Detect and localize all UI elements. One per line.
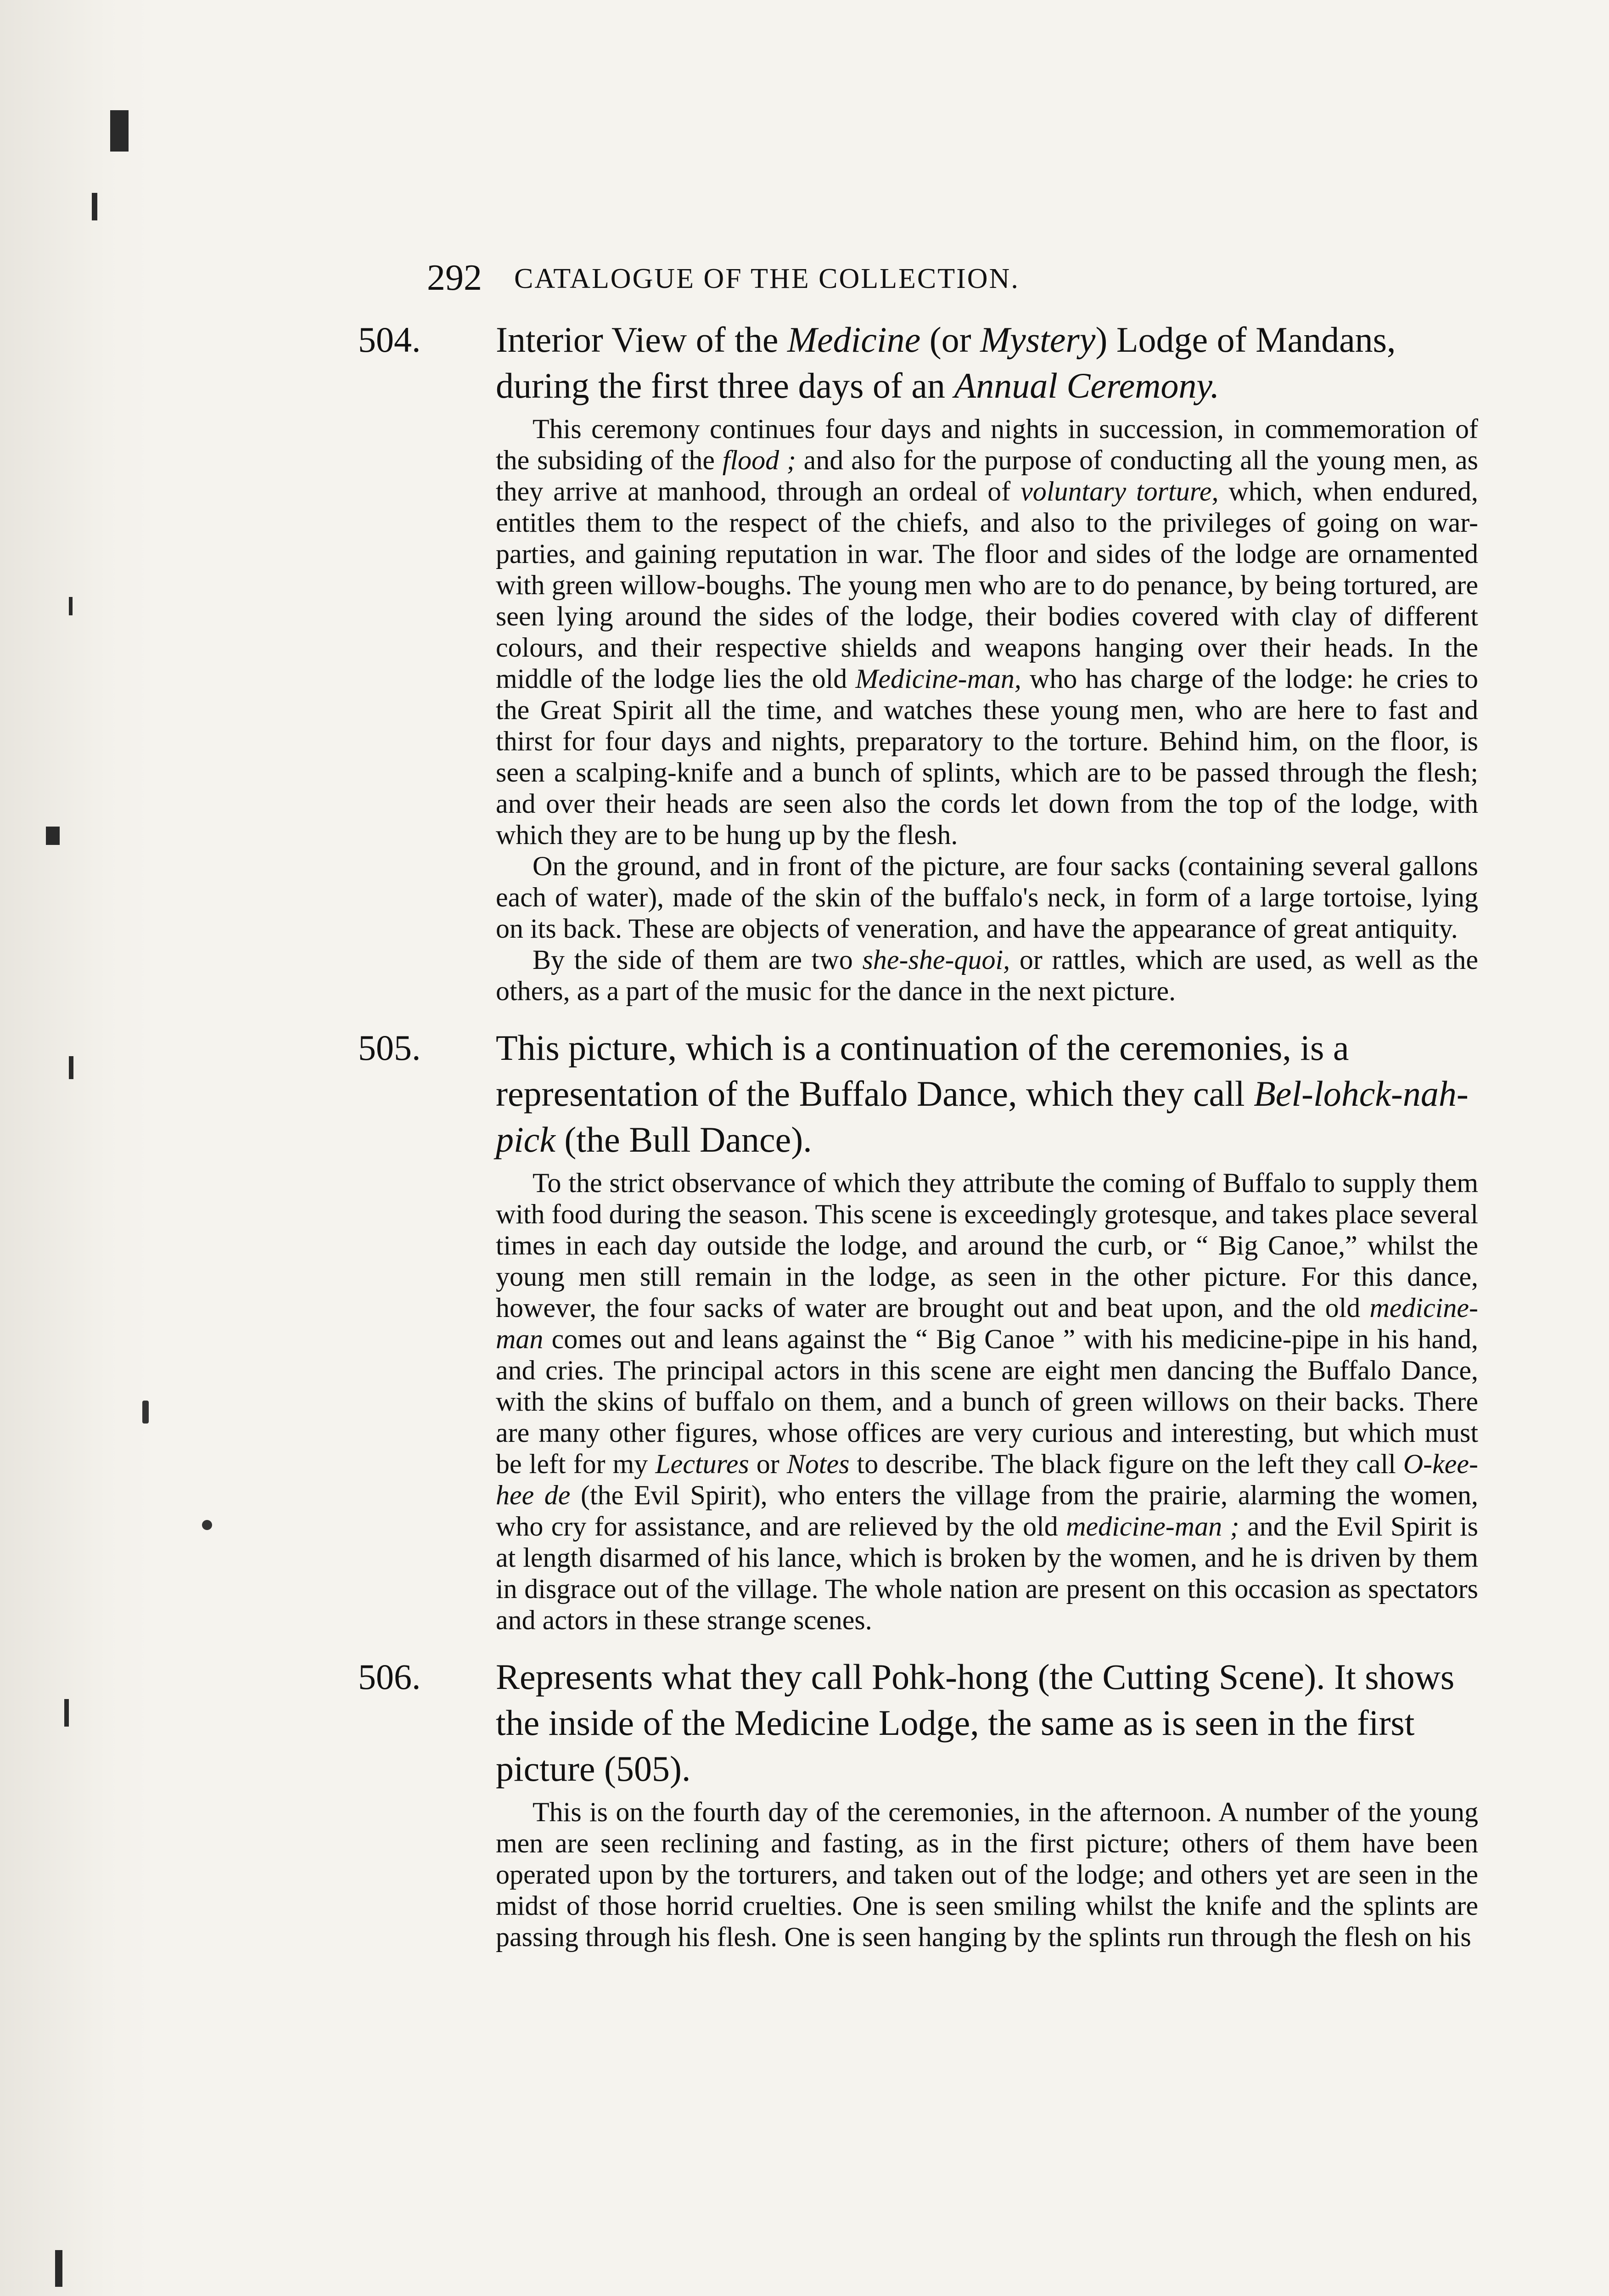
paragraph [496,1796,1478,1953]
margin-speck [202,1520,212,1530]
entry-number: 506. [358,1657,421,1697]
binding-gutter [0,0,151,2296]
catalogue-entry [358,317,1479,1007]
text-run: to describe. The black figure on the left they call [849,1449,1403,1479]
catalogue-entry [358,1025,1479,1636]
text-run: Represents what they call Pohk-hong (the Cutting Scene). It shows the inside of the Medicine Lodge, the same as is seen in the first picture (505). [496,1657,1455,1789]
running-head [427,257,1478,298]
italic-text: flood ; [722,445,796,475]
paragraph [496,413,1478,850]
running-title: CATALOGUE OF THE COLLECTION. [514,263,1020,294]
entry-description [496,413,1478,1007]
text-run: (the Bull Dance). [555,1120,812,1159]
gutter-mark [64,1699,69,1727]
text-run: (the Evil Spirit), who enters the village from the prairie, alarming the women, who cry for assistance, and are relieved by the old [496,1480,1479,1542]
page [358,257,1479,1953]
italic-text: she-she-quoi, [862,945,1010,975]
entry-heading [358,1654,1478,1792]
text-run: or rattles, which are used, as well as the others, as a part of the music for the dance in the next picture. [496,945,1479,1006]
paragraph [496,944,1478,1007]
entry-number: 505. [358,1028,421,1068]
italic-text: Medicine-man, [855,664,1021,694]
text-run: By the side of them are two [533,945,863,975]
text-run: who has charge of the lodge: he cries to the Great Spirit all the time, and watches these young men, who are here to fast and thirst for four days and nights, preparatory to the torture. Behind him, on the floor, is seen a scalping-knife and a bunch of splints, which are to be passed through the flesh; and over their heads are seen also the cords let down from the top of the lodge, with which they are to be hung up by the flesh. [496,664,1478,850]
paragraph [496,850,1478,944]
text-run: (or [920,320,981,360]
gutter-mark [46,827,60,845]
italic-text: Bel-lohck-nah-pick [496,1074,1469,1159]
text-run: This is on the fourth day of the ceremonies, in the afternoon. A number of the young men are seen reclining and fasting, as in the first picture; others of them have been operated upon by the torturers, and taken out of the lodge; and others yet are seen in the midst of those horrid cruelties. One is seen smiling whilst the knife and the splints are passing through his flesh. One is seen hanging by the splints run through the flesh on his [496,1797,1478,1952]
text-run: This ceremony continues four days and nights in succession, in commemoration of the subsiding of the [496,414,1478,475]
italic-text: medicine-man [496,1293,1478,1354]
text-run: ) Lodge of Mandans, during the first three days of an [496,320,1396,405]
text-run: and also for the purpose of conducting all the young men, as they arrive at manhood, through an ordeal of [496,445,1478,506]
italic-text: Notes [786,1449,850,1479]
text-run: and the Evil Spirit is at length disarmed of his lance, which is broken by the women, and he is driven by them in disgrace out of the village. The whole nation are present on this occasion as spectators and actors in these strange scenes. [496,1511,1478,1635]
text-run: which, when endured, entitles them to the respect of the chiefs, and also to the privileges of going on war-parties, and gaining reputation in war. The floor and sides of the lodge are ornamented with green willow-boughs. The young men who are to do penance, by being tortured, are seen lying around the sides of the lodge, their bodies covered with clay of different colours, and their respective shields and weapons hanging over their heads. In the middle of the lodge lies the old [496,476,1478,694]
margin-speck [142,1401,149,1424]
catalogue-entry [358,1654,1478,1953]
entry-description [496,1167,1478,1636]
text-run: Interior View of the [496,320,788,360]
gutter-mark [69,597,73,615]
italic-text: medicine-man ; [1066,1511,1239,1542]
entry-heading [358,1025,1478,1163]
text-run: On the ground, and in front of the picture, are four sacks (containing several gallons each of water), made of the skin of the buffalo's neck, in form of a large tortoise, lying on its back. These are objects of veneration, and have the appearance of great antiquity. [496,851,1478,944]
entry-description [496,1796,1478,1953]
italic-text: voluntary torture, [1020,476,1219,506]
page-number: 292 [427,258,482,298]
text-run: comes out and leans against the “ Big Canoe ” with his medicine-pipe in his hand, and cries. The principal actors in this scene are eight men dancing the Buffalo Dance, with the skins of buffalo on them, and a bunch of green willows on their backs. There are many other figures, whose offices are very curious and interesting, but which must be left for my [496,1324,1478,1479]
text-run: or [749,1449,787,1479]
entry-number: 504. [358,320,421,360]
italic-text: Lectures [655,1449,749,1479]
gutter-mark [69,1056,73,1079]
italic-text: O-kee-hee de [496,1449,1478,1510]
catalogue-entries [358,317,1479,1953]
text-run: This picture, which is a continuation of the ceremonies, is a representation of the Buffalo Dance, which they call [496,1028,1349,1114]
gutter-mark [92,193,97,220]
italic-text: Medicine [787,320,921,360]
paragraph [496,1167,1478,1636]
gutter-mark [110,110,129,152]
text-run: To the strict observance of which they attribute the coming of Buffalo to supply them with food during the season. This scene is exceedingly grotesque, and takes place several times in each day outside the lodge, and around the curb, or “ Big Canoe,” whilst the young men still remain in the lodge, as seen in the other picture. For this dance, however, the four sacks of water are brought out and beat upon, and the old [496,1168,1478,1323]
italic-text: Annual Ceremony. [954,366,1220,405]
gutter-mark [55,2250,62,2287]
italic-text: Mystery [980,320,1096,360]
entry-heading [358,317,1478,409]
